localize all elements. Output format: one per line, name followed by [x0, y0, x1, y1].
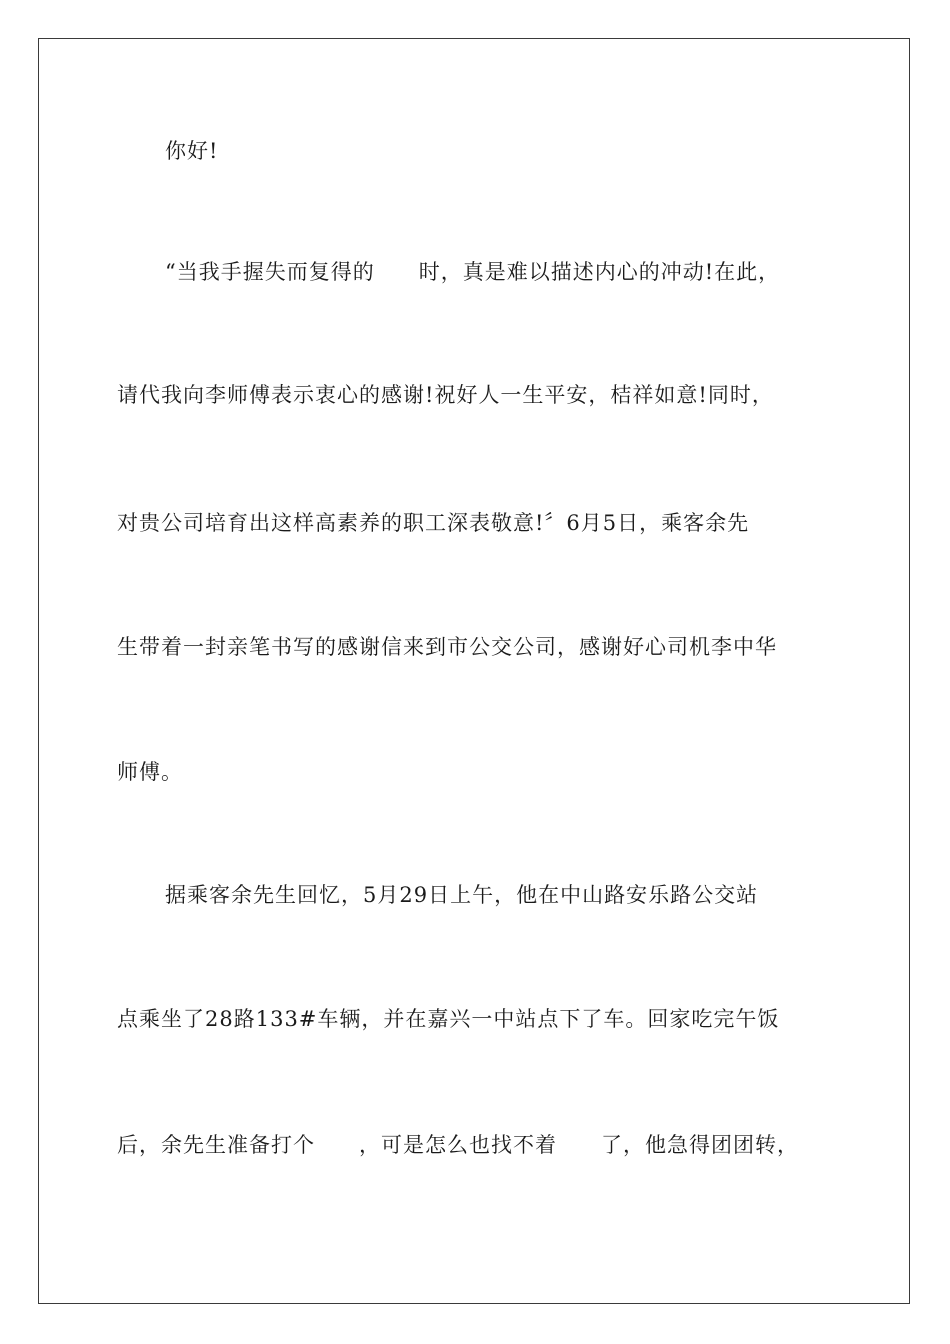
- paragraph-line: 据乘客余先生回忆，5月29日上午，他在中山路安乐路公交站: [165, 883, 759, 907]
- paragraph-line: 生带着一封亲笔书写的感谢信来到市公交公司，感谢好心司机李中华: [117, 635, 777, 659]
- paragraph-line: 师傅。: [117, 760, 183, 784]
- paragraph-line: 点乘坐了28路133#车辆，并在嘉兴一中站点下了车。回家吃完午饭: [117, 1007, 780, 1031]
- paragraph-line: 对贵公司培育出这样高素养的职工深表敬意!〞6月5日，乘客余先: [117, 511, 750, 535]
- page-border: [38, 38, 910, 1304]
- paragraph-line: 后，余先生准备打个 ，可是怎么也找不着 了，他急得团团转，: [117, 1133, 799, 1157]
- paragraph-line: 请代我向李师傅表示衷心的感谢!祝好人一生平安，桔祥如意!同时，: [117, 383, 774, 407]
- paragraph-line: “当我手握失而复得的 时，真是难以描述内心的冲动!在此，: [165, 260, 781, 284]
- greeting-line: 你好!: [165, 139, 219, 163]
